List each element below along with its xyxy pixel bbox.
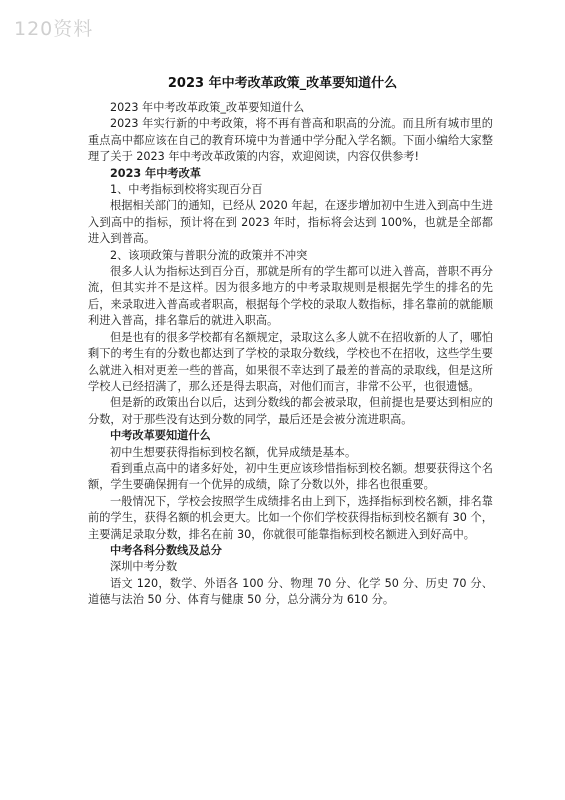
body-paragraph: 看到重点高中的诸多好处，初中生更应该珍惜指标到校名额。想要获得这个名额，学生要确保拥有一个优异的成绩，除了分数以外，排名也很重要。 [88,461,493,492]
body-paragraph: 一般情况下，学校会按照学生成绩排名由上到下，选择指标到校名额，排名靠前的学生，获得名额的机会更大。比如一个你们学校获得指标到校名额有 30 个，主要满足录取分数，排名在前 30，你就很可能靠指标到校名额进入到好高中。 [88,494,493,541]
body-paragraph: 1、中考指标到校将实现百分百 [110,183,263,197]
section-heading: 中考各科分数线及总分 [110,543,222,557]
document-body [88,100,493,609]
body-paragraph: 很多人认为指标达到百分百，那就是所有的学生都可以进入普高，普职不再分流，但其实并不是这样。因为很多地方的中考录取规则是根据先学生的排名的先后，来录取进入普高或者职高，根据每个学校的录取人数指标，排名靠前的就能顺利进入普高，排名靠后的就进入职高。 [88,265,493,328]
document-title: 2023 年中考改革政策_改革要知道什么 [167,76,398,91]
section-heading: 中考改革要知道什么 [110,429,211,443]
body-paragraph: 2023 年中考改革政策_改革要知道什么 [110,101,305,114]
body-paragraph: 深圳中考分数 [110,560,178,574]
body-paragraph: 2、该项政策与普职分流的政策并不冲突 [110,248,308,262]
body-paragraph: 但是也有的很多学校都有名额规定，录取这么多人就不在招收新的人了，哪怕剩下的考生有的分数也都达到了学校的录取分数线，学校也不在招收，这些学生要么就进入相对更差一些的普高，如果很不幸达到了最差的普高的录取线，但是这所学校人已经招满了，那么还是得去职高，对他们而言，非常不公平，也很遗憾。 [88,330,493,393]
body-paragraph: 根据相关部门的通知，已经从 2020 年起，在逐步增加初中生进入到高中生进入到高中的指标，预计将在到 2023 年时，指标将会达到 100%，也就是全部都进入到普高。 [88,199,493,246]
body-paragraph: 初中生想要获得指标到校名额，优异成绩是基本。 [110,445,357,459]
body-paragraph: 语文 120，数学、外语各 100 分、物理 70 分、化学 50 分、历史 70 分、道德与法治 50 分、体育与健康 50 分，总分满分为 610 分。 [88,576,493,607]
watermark: 120资料 [14,18,94,40]
body-paragraph: 但是新的政策出台以后，达到分数线的都会被录取，但前提也是要达到相应的分数，对于那些没有达到分数的同学，最后还是会被分流进职高。 [88,396,493,426]
body-paragraph: 2023 年实行新的中考政策，将不再有普高和职高的分流。而且所有城市里的重点高中都应该在自己的教育环境中为普通中学分配入学名额。下面小编给大家整理了关于 2023 年中考改革政策的内容，欢迎阅读，内容仅供参考! [88,117,493,164]
section-heading: 2023 年中考改革 [110,166,201,180]
